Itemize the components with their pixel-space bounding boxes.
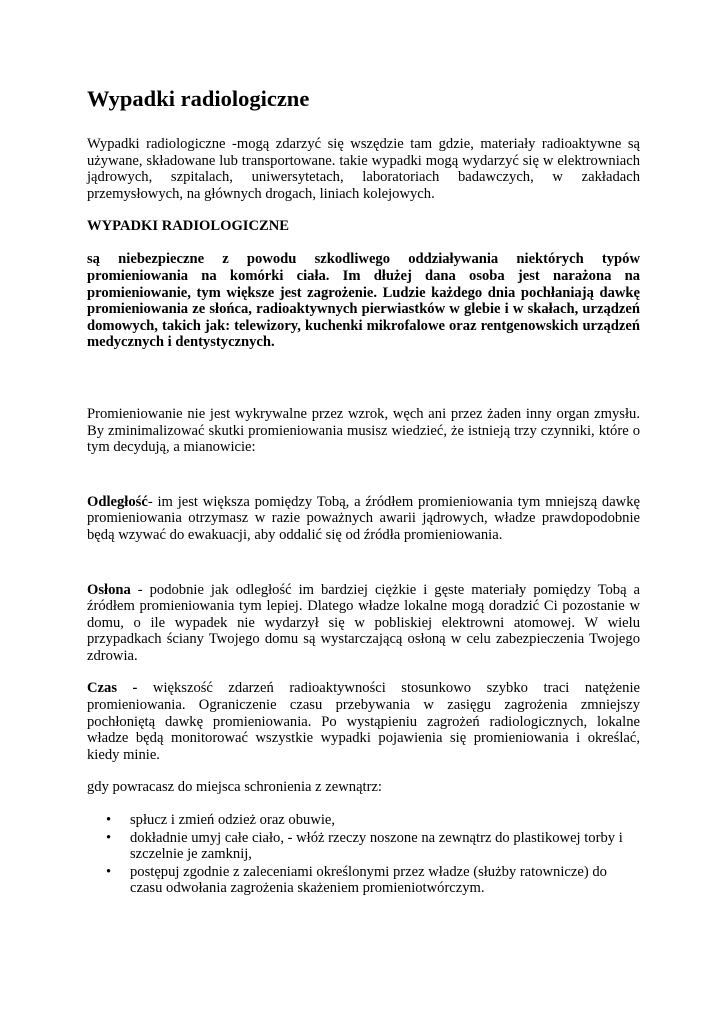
shielding-term: Osłona bbox=[87, 581, 131, 598]
list-item-text: spłucz i zmień odzież oraz obuwie, bbox=[130, 812, 336, 829]
distance-paragraph bbox=[87, 494, 640, 544]
detection-paragraph: Promieniowanie nie jest wykrywalne przez wzrok, węch ani przez żaden inny organ zmysłu. By zminimalizować skutki promieniowania musisz wiedzieć, że istnieją trzy czynniki, które o tym decydują, a mianowicie: bbox=[87, 405, 640, 456]
intro-paragraph: Wypadki radiologiczne -mogą zdarzyć się wszędzie tam gdzie, materiały radioaktywne są używane, składowane lub transportowane. takie wypadki mogą wydarzyć się w elektrowniach jądrowych, szpitalach, uniwersytetach, laboratoriach badawczych, w zakładach przemysłowych, na głównych drogach, liniach kolejowych. bbox=[87, 136, 640, 202]
list-item bbox=[106, 829, 640, 863]
list-item-text: dokładnie umyj całe ciało, - włóż rzeczy noszone na zewnątrz do plastikowej torby i szczelnie je zamknij, bbox=[130, 829, 623, 863]
list-item bbox=[106, 863, 640, 897]
distance-text: - im jest większa pomiędzy Tobą, a źródłem promieniowania tym mniejszą dawkę promieniowania otrzymasz w razie poważnych awarii jądrowych, władze prawdopodobnie będą wzywać do ewakuacji, aby oddalić się od źródła promieniowania. bbox=[87, 493, 640, 543]
list-item bbox=[106, 812, 640, 829]
shielding-paragraph bbox=[87, 582, 640, 665]
instructions-list bbox=[87, 812, 640, 897]
bullet-icon: • bbox=[106, 863, 112, 880]
return-intro: gdy powracasz do miejsca schronienia z zewnątrz: bbox=[87, 779, 382, 796]
document-page bbox=[87, 84, 640, 898]
page-title: Wypadki radiologiczne bbox=[87, 86, 310, 111]
time-paragraph bbox=[87, 680, 640, 763]
list-item-text: postępuj zgodnie z zaleceniami określonymi przez władze (służby ratownicze) do czasu odwołania zagrożenia skażeniem promieniotwórczym. bbox=[130, 863, 607, 897]
bullet-icon: • bbox=[106, 829, 112, 846]
danger-paragraph: są niebezpieczne z powodu szkodliwego oddziaływania niektórych typów promieniowania na komórki ciała. Im dłużej dana osoba jest narażona na promieniowanie, tym większe jest zagrożenie. Ludzie każdego dnia pochłaniają dawkę promieniowania ze słońca, radioaktywnych pierwiastków w glebie i w skałach, urządzeń domowych, takich jak: telewizory, kuchenki mikrofalowe oraz rentgenowskich urządzeń medycznych i dentystycznych. bbox=[87, 251, 640, 351]
distance-term: Odległość bbox=[87, 493, 148, 510]
shielding-text: - podobnie jak odległość im bardziej ciężkie i gęste materiały pomiędzy Tobą a źródłem promieniowania tym lepiej. Dlatego władze lokalne mogą doradzić Ci pozostanie w domu, o ile wypadek nie wydarzył się w pobliskiej elektrowni atomowej. W wielu przypadkach ściany Twojego domu są wystarczającą osłoną w celu zabezpieczenia Twojego zdrowia. bbox=[87, 581, 640, 664]
time-text: większość zdarzeń radioaktywności stosunkowo szybko traci natężenie promieniowania. Ograniczenie czasu przebywania w zasięgu zagrożenia zmniejszy pochłoniętą dawkę promieniowania. Po wystąpieniu zagrożeń radiologicznych, lokalne władze będą monitorować wszystkie wypadki pojawienia się promieniowania i określać, kiedy minie. bbox=[87, 680, 640, 763]
section-heading: WYPADKI RADIOLOGICZNE bbox=[87, 218, 290, 235]
time-term: Czas - bbox=[87, 680, 138, 697]
bullet-icon: • bbox=[106, 812, 112, 829]
